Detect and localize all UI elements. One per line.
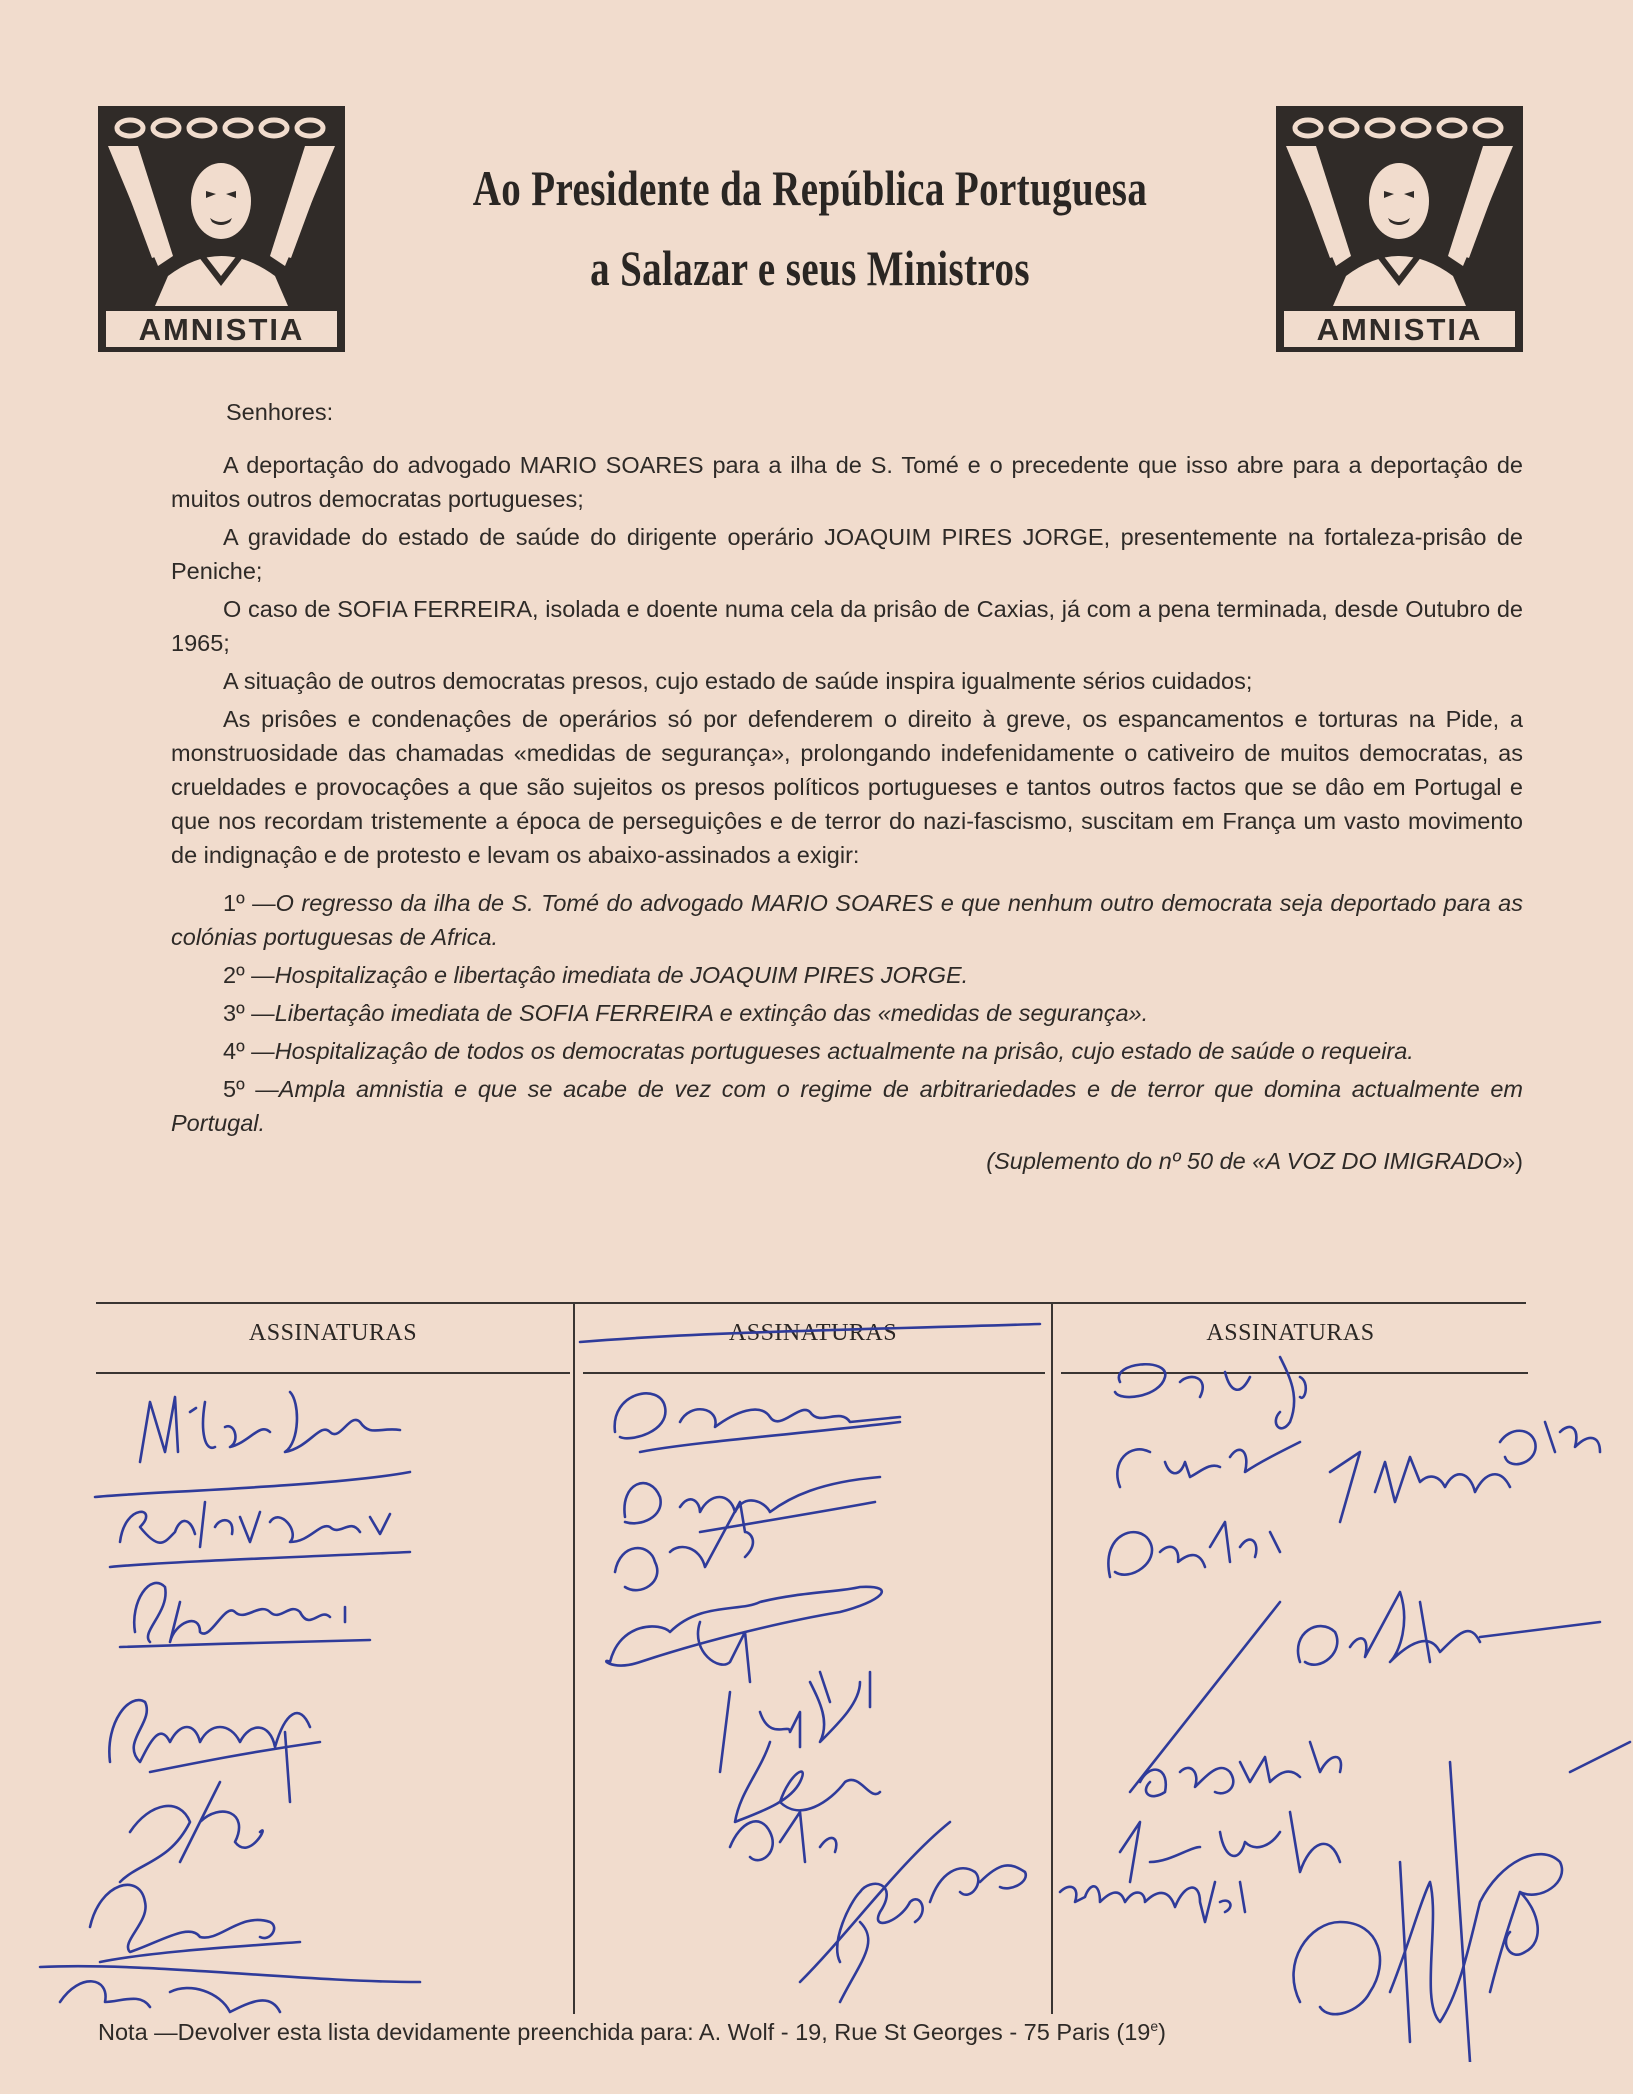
note-text: Nota —Devolver esta lista devidamente preenchida para: A. Wolf - 19, Rue St Georges - 75 Paris (19	[98, 2018, 1151, 2045]
amnistia-woodcut-icon	[1276, 106, 1523, 352]
demand-text: Libertaçâo imediata de SOFIA FERREIRA e extinçâo das «medidas de segurança».	[274, 1000, 1149, 1026]
demand-number: 1º —	[223, 890, 276, 916]
footer-note	[98, 2018, 1166, 2046]
demand-item	[171, 1072, 1523, 1140]
signature-column	[573, 1304, 1051, 2014]
note-end: )	[1158, 2018, 1166, 2045]
signature-table	[96, 1302, 1526, 2014]
paragraph: A situaçâo de outros democratas presos, cujo estado de saúde inspira igualmente sérios cuidados;	[223, 668, 1253, 694]
column-rule	[1061, 1372, 1528, 1374]
demand-item	[171, 1034, 1523, 1068]
demand-number: 3º —	[223, 1000, 275, 1026]
paragraph: A deportaçâo do advogado MARIO SOARES para a ilha de S. Tomé e o precedente que isso abre para a deportaçâo de muitos outros democratas portugueses;	[171, 452, 1523, 512]
column-rule	[583, 1372, 1045, 1374]
amnistia-woodcut-icon	[98, 106, 345, 352]
signature-column	[96, 1304, 570, 2014]
paragraph: O caso de SOFIA FERREIRA, isolada e doente numa cela da prisâo de Caxias, já com a pena terminada, desde Outubro de 1965;	[171, 596, 1523, 656]
column-rule	[96, 1372, 570, 1374]
demand-item	[171, 958, 1523, 992]
demand-number: 5º —	[223, 1076, 279, 1102]
note-superscript: e	[1150, 2018, 1159, 2034]
demand-text: Hospitalizaçâo de todos os democratas portugueses actualmente na prisâo, cujo estado de saúde o requeira.	[274, 1038, 1414, 1064]
supplement-reference	[171, 1144, 1523, 1178]
demand-text: Ampla amnistia e que se acabe de vez com o regime de arbitrariedades e de terror que domina actualmente em Portugal.	[171, 1076, 1524, 1136]
letter-body	[171, 395, 1523, 1178]
demand-number: 2º —	[223, 962, 275, 988]
title-line-2: a Salazar e seus Ministros	[590, 240, 1030, 296]
demand-number: 4º —	[223, 1038, 275, 1064]
svg-text:AMNISTIA: AMNISTIA	[138, 312, 305, 347]
supplement-title: A VOZ DO IMIGRADO	[1265, 1148, 1503, 1174]
title-line-1: Ao Presidente da República Portuguesa	[472, 160, 1148, 216]
salutation: Senhores:	[226, 399, 334, 425]
amnistia-logo-right	[1276, 106, 1523, 352]
demand-text: O regresso da ilha de S. Tomé do advogado MARIO SOARES e que nenhum outro democrata seja deportado para as colónias portuguesas de Africa.	[171, 890, 1523, 950]
supplement-prefix: (Suplemento do nº 50 de «	[986, 1148, 1266, 1174]
column-header: ASSINATURAS	[1206, 1320, 1375, 1346]
svg-text:AMNISTIA: AMNISTIA	[1316, 312, 1483, 347]
paragraph: A gravidade do estado de saúde do dirigente operário JOAQUIM PIRES JORGE, presentemente na fortaleza-prisâo de Peniche;	[171, 524, 1523, 584]
demand-item	[171, 996, 1523, 1030]
amnistia-logo-left	[98, 106, 345, 352]
column-header: ASSINATURAS	[728, 1320, 898, 1346]
document-title	[459, 148, 1161, 308]
demand-text: Hospitalizaçâo e libertaçâo imediata de JOAQUIM PIRES JORGE.	[274, 962, 969, 988]
supplement-suffix: »)	[1502, 1148, 1523, 1174]
demand-item	[171, 886, 1523, 954]
signature-column	[1051, 1304, 1528, 2014]
column-header: ASSINATURAS	[248, 1320, 418, 1346]
paragraph: As prisôes e condenaçôes de operários só por defenderem o direito à greve, os espancamentos e torturas na Pide, a monstruosidade das chamadas «medidas de segurança», prolongando indefenidamente o cativeiro de muitos democratas, as crueldades e provocaçôes a que são sujeitos os presos políticos portugueses e tantos outros factos que se dâo em Portugal e que nos recordam tristemente a época de perseguiçôes e de terror do nazi-fascismo, suscitam em França um vasto movimento de indignaçâo e de protesto e levam os abaixo-assinados a exigir:	[171, 706, 1523, 868]
